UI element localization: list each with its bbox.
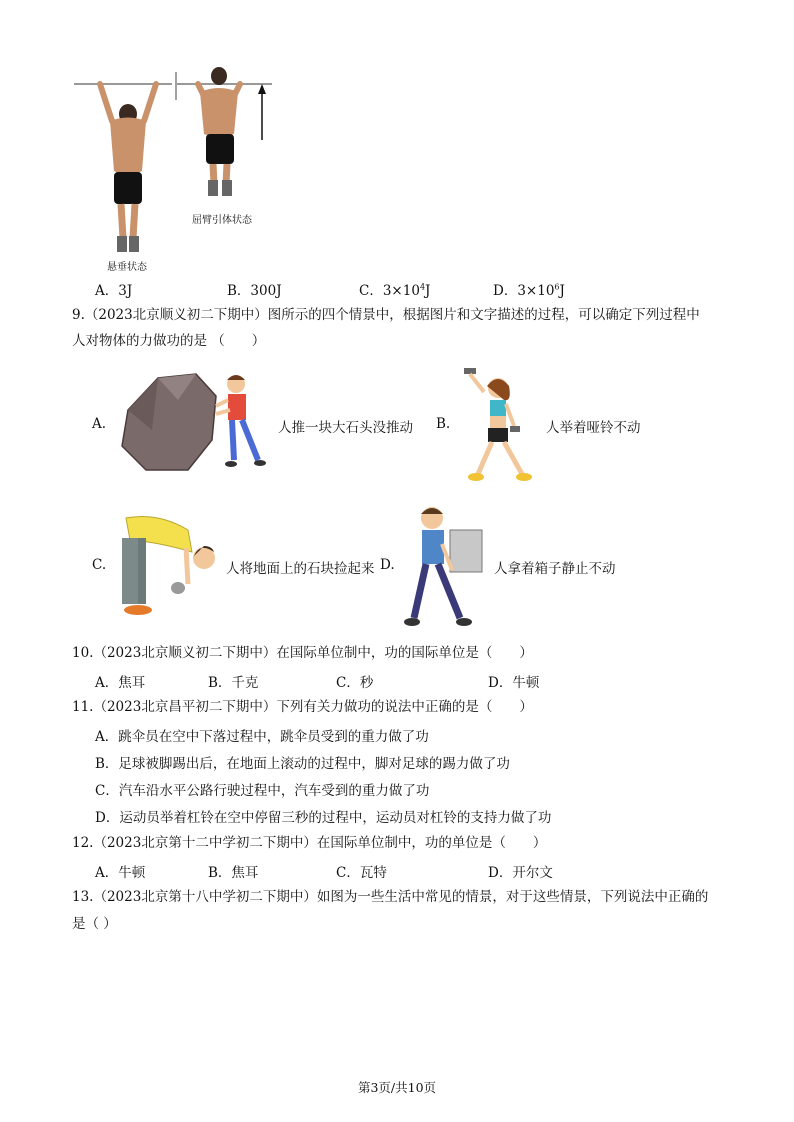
pickup-stone-illustration (118, 512, 228, 620)
q9-item-a-letter: A. (92, 416, 107, 432)
q8-option-a: A．3J (95, 283, 133, 299)
caption-pullup: 屈臂引体状态 (192, 215, 252, 226)
q10-stem: 10.（2023北京顺义初二下期中）在国际单位制中，功的国际单位是（ ） (72, 645, 533, 661)
upward-arrow (258, 84, 266, 140)
q9-item-d-letter: D. (380, 557, 395, 573)
q13-stem-line1: 13.（2023北京第十八中学初二下期中）如图为一些生活中常见的情景，对于这些情景，下列说法中正确的 (72, 889, 709, 905)
q13-stem-line2: 是（ ） (72, 916, 117, 932)
q8-option-c: C．$3\times 10^4J$ (359, 282, 431, 299)
q12-option-b: B．焦耳 (208, 865, 259, 881)
hanging-man (100, 84, 156, 252)
q9-item-c-desc: 人将地面上的石块捡起来 (226, 561, 375, 577)
q10-option-a: A．焦耳 (95, 675, 146, 691)
q8-option-d: D．$3\times 10^6J$ (493, 282, 565, 299)
q12-stem: 12.（2023北京第十二中学初二下期中）在国际单位制中，功的单位是（ ） (72, 835, 547, 851)
q11-option-b: B．足球被脚踢出后，在地面上滚动的过程中，脚对足球的踢力做了功 (95, 756, 510, 772)
pullup-illustration (72, 66, 282, 276)
q12-option-a: A．牛顿 (95, 865, 146, 881)
dumbbell-girl-illustration (460, 366, 540, 484)
q11-option-c: C．汽车沿水平公路行驶过程中，汽车受到的重力做了功 (95, 783, 430, 799)
q9-stem-line1: 9.（2023北京顺义初二下期中）图所示的四个情景中，根据图片和文字描述的过程，可以确定下列过程中 (72, 307, 700, 323)
q9-stem-line2: 人对物体的力做功的是 （ ） (72, 333, 266, 349)
caption-hang: 悬垂状态 (107, 262, 147, 273)
pullup-man (198, 67, 240, 196)
q12-option-c: C．瓦特 (336, 865, 387, 881)
q9-item-c-letter: C. (92, 557, 107, 573)
rock-push-illustration (118, 370, 276, 478)
page-footer: 第3页/共10页 (357, 1080, 437, 1095)
q10-option-b: B．千克 (208, 675, 259, 691)
q10-option-d: D．牛顿 (488, 675, 540, 691)
q9-item-b-desc: 人举着哑铃不动 (546, 420, 641, 436)
holding-box-illustration (404, 500, 490, 632)
q8-option-b: B．300J (227, 283, 282, 299)
q9-item-d-desc: 人拿着箱子静止不动 (494, 561, 616, 577)
q10-option-c: C．秒 (336, 675, 374, 691)
q12-option-d: D．开尔文 (488, 865, 553, 881)
q11-option-a: A．跳伞员在空中下落过程中，跳伞员受到的重力做了功 (95, 729, 429, 745)
q11-option-d: D．运动员举着杠铃在空中停留三秒的过程中，运动员对杠铃的支持力做了功 (95, 810, 552, 826)
q9-item-b-letter: B. (436, 416, 451, 432)
q9-item-a-desc: 人推一块大石头没推动 (278, 420, 413, 436)
q11-stem: 11.（2023北京昌平初二下期中）下列有关力做功的说法中正确的是（ ） (72, 699, 533, 715)
